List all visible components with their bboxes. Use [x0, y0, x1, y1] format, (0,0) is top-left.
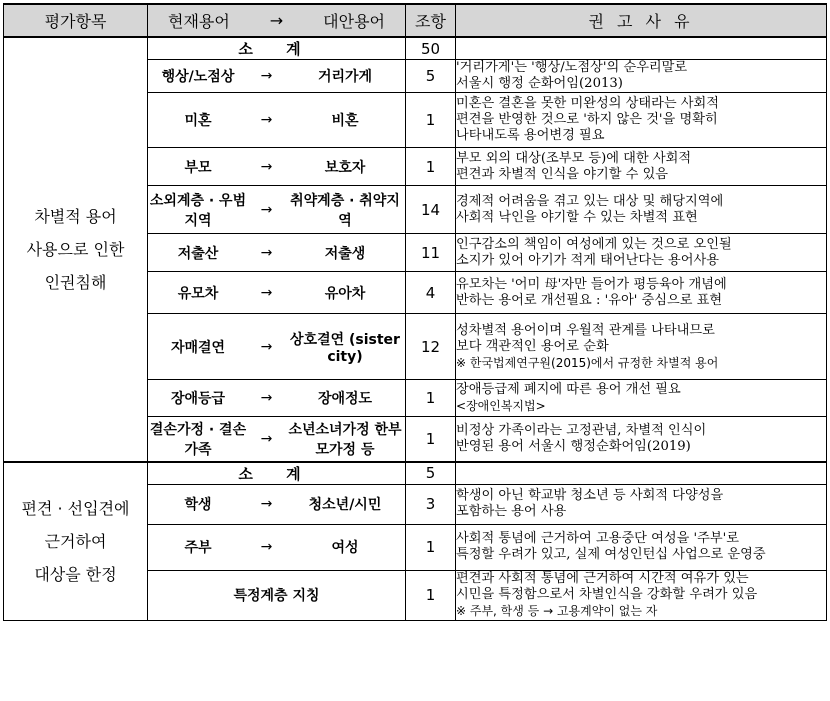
reason-note: <장애인복지법>	[456, 399, 546, 413]
subtotal-reason	[456, 462, 827, 485]
reason-note: ※ 주부, 학생 등 → 고용계약이 없는 자	[456, 604, 658, 618]
reason-line: 보다 객관적인 용어로 순화	[456, 338, 609, 354]
arrow-icon: →	[260, 68, 273, 84]
term-cell	[148, 60, 406, 93]
term-cell	[148, 234, 406, 272]
current-term: 소외계층 · 우범지역	[149, 192, 247, 229]
article-count: 1	[406, 380, 456, 417]
reason-line: 나타내도록 용어변경 필요	[456, 128, 605, 143]
reason-line: 편견을 반영한 것으로 '하지 않은 것'을 명확히	[456, 112, 718, 127]
reason-line: 경제적 어려움을 겪고 있는 대상 및 해당지역에	[456, 193, 724, 209]
reason-line: 반영된 용어 서울시 행정순화어임(2019)	[456, 438, 691, 454]
reason-line: 비정상 가족이라는 고정관념, 차별적 인식이	[456, 422, 707, 438]
category-line: 인권침해	[44, 272, 107, 292]
reason-line: 포함하는 용어 사용	[456, 504, 567, 519]
category-cell	[4, 462, 148, 621]
reason-line: 장애등급제 폐지에 따른 용어 개선 필요	[456, 382, 681, 397]
reason-cell	[456, 484, 827, 524]
reason-line: 사회적 낙인을 야기할 수 있는 차별적 표현	[456, 209, 698, 225]
reason-line: 미혼은 결혼을 못한 미완성의 상태라는 사회적	[456, 96, 720, 111]
subtotal-row	[4, 462, 827, 485]
alternative-term: 비혼	[331, 113, 359, 129]
current-term: 행상/노점상	[161, 69, 235, 85]
header-row	[4, 4, 827, 37]
reason-cell	[456, 234, 827, 272]
term-cell	[148, 272, 406, 314]
arrow-icon: →	[260, 244, 273, 261]
arrow-icon: →	[260, 390, 273, 406]
article-count: 1	[406, 93, 456, 148]
term-cell	[148, 148, 406, 186]
alternative-term: 거리가게	[317, 69, 373, 85]
category-line: 근거하여	[44, 531, 107, 551]
category-line: 편견 · 선입견에	[21, 498, 130, 518]
current-term: 자매결연	[170, 339, 226, 356]
subtotal-reason	[456, 37, 827, 60]
subtotal-count: 5	[406, 462, 456, 485]
alternative-term: 장애정도	[317, 391, 373, 407]
reason-line: 시민을 특정함으로서 차별인식을 강화할 우려가 있음	[456, 587, 758, 602]
term-cell	[148, 417, 406, 462]
term-cell	[148, 570, 406, 620]
current-term: 부모	[184, 159, 212, 176]
alternative-term: 유아차	[324, 285, 366, 302]
reason-line: 사회적 통념에 근거하여 고용중단 여성을 '주부'로	[456, 531, 739, 546]
reason-cell	[456, 570, 827, 620]
article-count: 11	[406, 234, 456, 272]
category-line: 차별적 용어	[34, 206, 117, 226]
article-count: 12	[406, 314, 456, 380]
current-term: 결손가정 · 결손가족	[149, 421, 247, 458]
subtotal-label: 소 계	[148, 462, 406, 485]
reason-line: 유모차는 '어미 母'자만 들어가 평등육아 개념에	[456, 276, 727, 292]
reason-cell	[456, 272, 827, 314]
reason-cell	[456, 417, 827, 462]
article-count: 5	[406, 60, 456, 93]
term-span: 특정계층 지칭	[233, 588, 320, 604]
subtotal-row	[4, 37, 827, 60]
alternative-term: 소년소녀가정 한부모가정 등	[288, 421, 402, 458]
article-count: 4	[406, 272, 456, 314]
reason-cell	[456, 380, 827, 417]
reason-line: 성차별적 용어이며 우월적 관계를 나타내므로	[456, 322, 715, 338]
reason-cell	[456, 314, 827, 380]
reason-line: 서울시 행정 순화어임(2013)	[456, 76, 623, 91]
header-reason: 권 고 사 유	[456, 4, 827, 37]
alternative-term: 청소년/시민	[308, 497, 382, 513]
alternative-term: 저출생	[324, 245, 366, 262]
arrow-icon: →	[260, 112, 273, 128]
reason-cell	[456, 186, 827, 234]
alternative-term: 보호자	[324, 159, 366, 176]
alternative-term: 취약계층 · 취약지역	[290, 192, 400, 229]
term-cell	[148, 93, 406, 148]
alternative-term: 상호결연 (sister city)	[290, 331, 400, 365]
term-cell	[148, 380, 406, 417]
current-term: 저출산	[177, 245, 219, 262]
reason-cell	[456, 524, 827, 570]
header-category: 평가항목	[4, 4, 148, 37]
reason-line: 학생이 아닌 학교밖 청소년 등 사회적 다양성을	[456, 488, 724, 503]
arrow-icon: →	[260, 201, 273, 218]
reason-line: 편견과 사회적 통념에 근거하여 시간적 여유가 있는	[456, 571, 749, 586]
reason-line: 소지가 있어 아기가 적게 태어난다는 용어사용	[456, 252, 720, 268]
alternative-term: 여성	[331, 540, 359, 556]
current-term: 미혼	[184, 113, 212, 129]
subtotal-count: 50	[406, 37, 456, 60]
header-count: 조항	[406, 4, 456, 37]
current-term: 유모차	[177, 285, 219, 302]
reason-cell	[456, 93, 827, 148]
recommendation-table	[3, 3, 827, 621]
reason-line: 편견과 차별적 인식을 야기할 수 있음	[456, 166, 669, 182]
reason-note: ※ 한국법제연구원(2015)에서 규정한 차별적 용어	[456, 355, 719, 370]
article-count: 1	[406, 148, 456, 186]
current-term: 학생	[184, 497, 212, 513]
category-line: 대상을 한정	[34, 564, 117, 584]
reason-line: '거리가게'는 '행상/노점상'의 순우리말로	[456, 60, 688, 75]
reason-cell	[456, 148, 827, 186]
reason-line: 인구감소의 책임이 여성에게 있는 것으로 오인될	[456, 236, 732, 252]
header-terms: 현재용어 → 대안용어	[148, 4, 406, 37]
arrow-icon: →	[260, 430, 273, 447]
arrow-icon: →	[260, 338, 273, 355]
arrow-icon: →	[260, 539, 273, 555]
article-count: 3	[406, 484, 456, 524]
term-cell	[148, 186, 406, 234]
reason-line: 반하는 용어로 개선필요 : '유아' 중심으로 표현	[456, 292, 723, 308]
subtotal-label: 소 계	[148, 37, 406, 60]
term-cell	[148, 484, 406, 524]
article-count: 1	[406, 524, 456, 570]
article-count: 1	[406, 417, 456, 462]
current-term: 주부	[184, 540, 212, 556]
reason-cell	[456, 60, 827, 93]
article-count: 1	[406, 570, 456, 620]
arrow-icon: →	[260, 496, 273, 512]
arrow-icon: →	[260, 284, 273, 301]
current-term: 장애등급	[170, 391, 226, 407]
category-line: 사용으로 인한	[26, 239, 125, 259]
category-cell	[4, 37, 148, 462]
arrow-icon: →	[260, 158, 273, 175]
reason-line: 부모 외의 대상(조부모 등)에 대한 사회적	[456, 150, 692, 166]
term-cell	[148, 524, 406, 570]
reason-line: 특정할 우려가 있고, 실제 여성인턴십 사업으로 운영중	[456, 547, 766, 562]
article-count: 14	[406, 186, 456, 234]
term-cell	[148, 314, 406, 380]
